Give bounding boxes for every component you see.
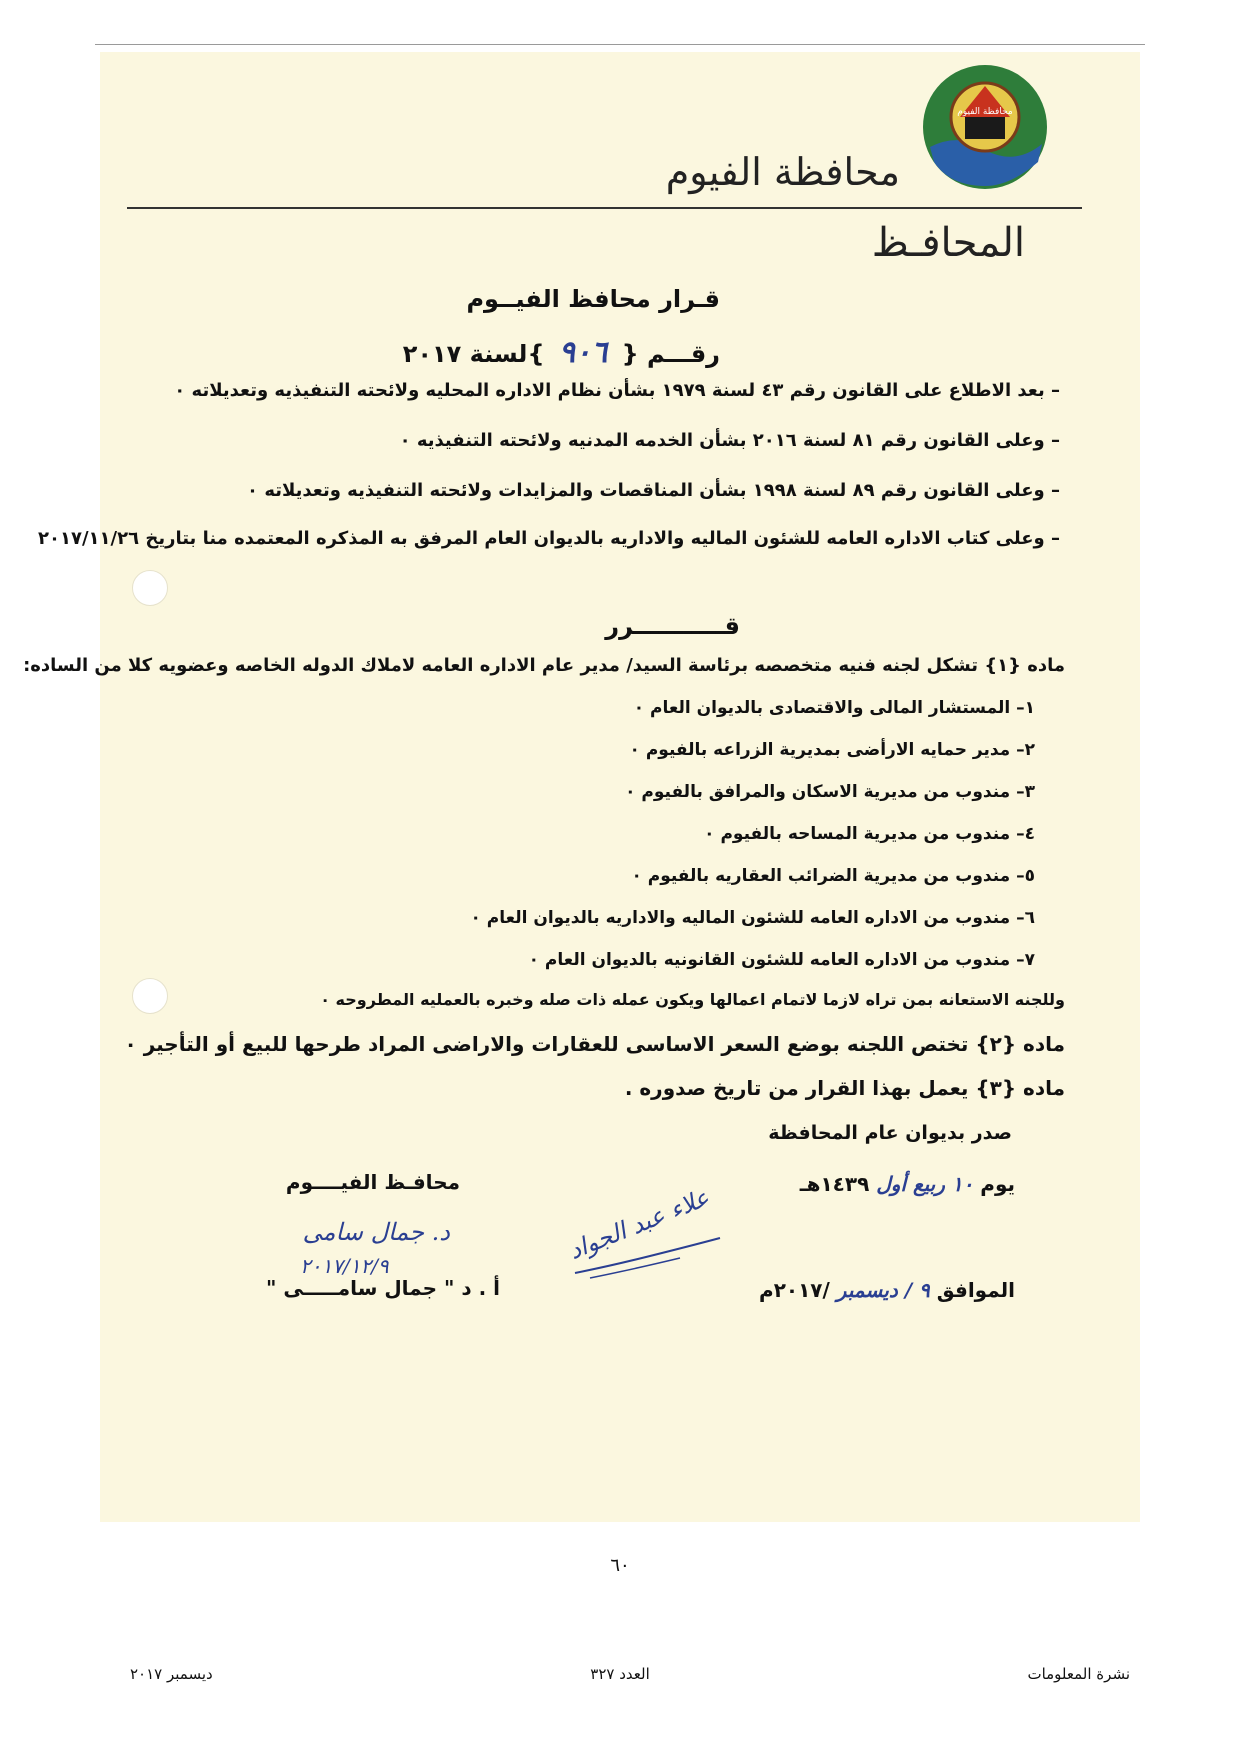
preamble-line: – بعد الاطلاع على القانون رقم ٤٣ لسنة ١٩٧٩ بشأن نظام الاداره المحليه ولائحته التنفيذيه وتعديلاته ٠ [174, 380, 1060, 401]
footer-publication: نشرة المعلومات [1027, 1665, 1130, 1683]
gregorian-year: /٢٠١٧م [759, 1278, 830, 1302]
footer-issue: العدد ٣٢٧ [590, 1665, 650, 1683]
committee-member: ٥– مندوب من مديرية الضرائب العقاريه بالفيوم ٠ [631, 866, 1035, 886]
article-3: ماده {٣} يعمل بهذا القرار من تاريخ صدوره . [624, 1076, 1065, 1100]
office-title: المحافـظ [871, 220, 1025, 266]
article-1: ماده {١} تشكل لجنه فنيه متخصصه برئاسة السيد/ مدير عام الاداره العامه لاملاك الدوله الخاصه وعضويه كلا من الساده: [23, 655, 1065, 676]
committee-member: ١– المستشار المالى والاقتصادى بالديوان العام ٠ [633, 698, 1035, 718]
preamble-line: – وعلى القانون رقم ٨١ لسنة ٢٠١٦ بشأن الخدمه المدنيه ولائحته التنفيذيه ٠ [399, 430, 1060, 451]
gregorian-date-handwritten: ٩ / ديسمبر [836, 1278, 930, 1302]
committee-note: وللجنه الاستعانه بمن تراه لازما لاتمام اعمالها ويكون عمله ذات صله وخبره بالعمليه المطروحه ٠ [320, 990, 1065, 1009]
article-2: ماده {٢} تختص اللجنه بوضع السعر الاساسى للعقارات والاراضى المراد طرحها للبيع أو التأجير ٠ [124, 1032, 1065, 1056]
decree-number-suffix: }لسنة ٢٠١٧ [402, 340, 545, 368]
second-signature-flourish [570, 1228, 730, 1288]
preamble-line: – وعلى كتاب الاداره العامه للشئون الماليه والاداريه بالديوان العام المرفق به المذكره المعتمده منا بتاريخ ٢٠١٧/١١/٢٦ [38, 528, 1060, 549]
committee-member: ٦– مندوب من الاداره العامه للشئون الماليه والاداريه بالديوان العام ٠ [470, 908, 1035, 928]
gregorian-label: الموافق [936, 1278, 1015, 1302]
decree-number-handwritten: ٩٠٦ [558, 335, 608, 370]
governor-title: محافـظ الفيــــوم [285, 1170, 460, 1194]
punch-hole-top [132, 570, 168, 606]
page-number: ٦٠ [610, 1555, 630, 1576]
gregorian-date [759, 1278, 1015, 1302]
decides-heading: قـــــــــــرر [605, 612, 740, 640]
decree-number-prefix: رقـــم { [621, 340, 720, 368]
seal-lettering: محافظة الفيوم [957, 107, 1013, 117]
committee-member: ٧– مندوب من الاداره العامه للشئون القانونيه بالديوان العام ٠ [528, 950, 1035, 970]
committee-member: ٤– مندوب من مديرية المساحه بالفيوم ٠ [704, 824, 1035, 844]
issued-at: صدر بديوان عام المحافظة [768, 1122, 1012, 1144]
governor-handwritten-date: ٢٠١٧/١٢/٩ [300, 1254, 389, 1278]
second-signature: علاء عبد الجواد [564, 1183, 714, 1265]
decree-title: قـرار محافظ الفيــوم [466, 285, 720, 313]
committee-member: ٢– مدير حمايه الارأضى بمديرية الزراعه بالفيوم ٠ [629, 740, 1035, 760]
fayoum-governorate-seal [920, 62, 1050, 192]
preamble-line: – وعلى القانون رقم ٨٩ لسنة ١٩٩٨ بشأن المناقصات والمزايدات ولائحته التنفيذيه وتعديلاته ٠ [247, 480, 1060, 501]
day-label: يوم [980, 1172, 1015, 1196]
hijri-year: ١٤٣٩هـ [799, 1172, 870, 1196]
top-rule [95, 44, 1145, 45]
governor-handwritten-signature: د. جمال سامى [302, 1218, 450, 1246]
header-rule [127, 207, 1082, 209]
governor-name: أ . د " جمال سامـــــى " [266, 1276, 500, 1300]
footer-date: ديسمبر ٢٠١٧ [130, 1665, 213, 1683]
governorate-name: محافظة الفيوم [665, 150, 900, 194]
hijri-date-handwritten: ١٠ ربيع أول [876, 1172, 974, 1196]
hijri-date [800, 1172, 1015, 1196]
committee-member: ٣– مندوب من مديرية الاسكان والمرافق بالفيوم ٠ [625, 782, 1035, 802]
decree-number [403, 335, 720, 370]
punch-hole-bottom [132, 978, 168, 1014]
